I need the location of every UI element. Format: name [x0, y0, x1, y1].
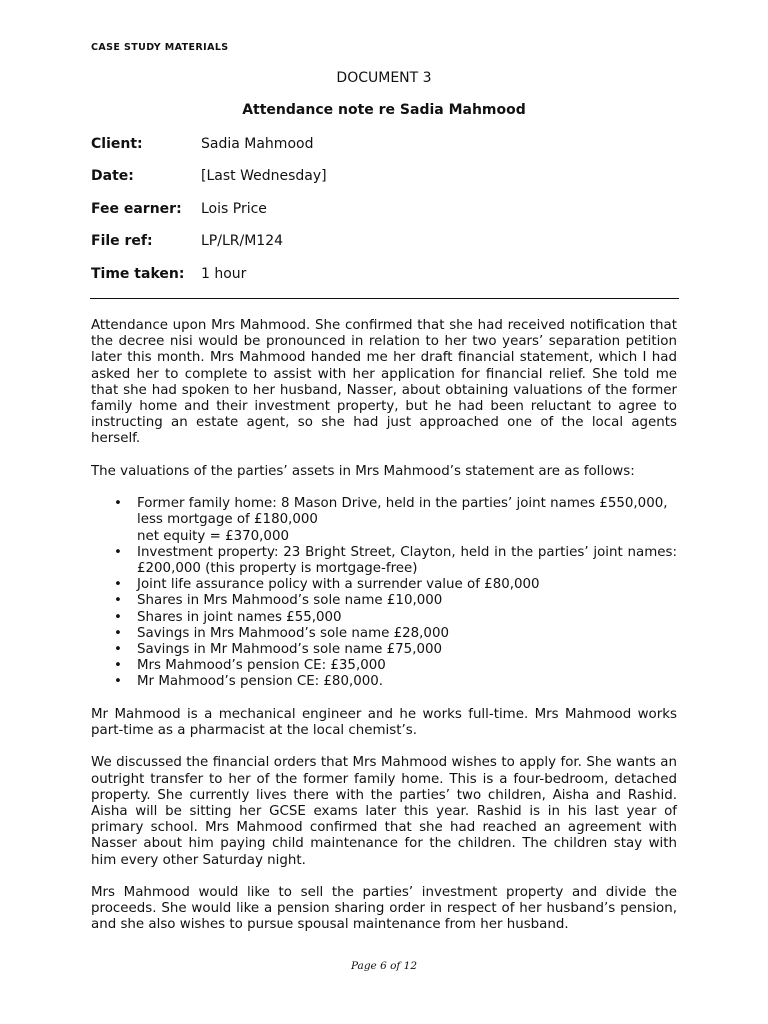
- asset-list: [91, 496, 677, 690]
- bullet-icon: •: [114, 609, 122, 625]
- bullet-icon: •: [114, 577, 122, 593]
- asset-text: Investment property: 23 Bright Street, Clayton, held in the parties’ joint names: £200,000 (this property is mortgage-free): [137, 544, 677, 577]
- paragraph-valuations-intro: The valuations of the parties’ assets in Mrs Mahmood’s statement are as follows:: [91, 463, 635, 479]
- bullet-icon: •: [114, 642, 122, 658]
- meta-value: LP/LR/M124: [201, 233, 284, 250]
- meta-row-file-ref: [91, 233, 681, 265]
- note-body: [91, 318, 677, 950]
- asset-text: Savings in Mrs Mahmood’s sole name £28,000: [137, 625, 449, 641]
- meta-value: [Last Wednesday]: [201, 168, 327, 185]
- meta-key: Date:: [91, 168, 134, 185]
- asset-item-investment-property: [114, 544, 677, 577]
- meta-value: 1 hour: [201, 265, 247, 282]
- meta-row-client: [91, 136, 681, 168]
- meta-row-fee-earner: [91, 201, 681, 233]
- asset-text: Shares in Mrs Mahmood’s sole name £10,000: [137, 593, 443, 609]
- bullet-icon: •: [114, 625, 122, 641]
- asset-item-pension-mr: [114, 674, 677, 690]
- asset-item-shares-sole: [114, 593, 677, 609]
- asset-text: Former family home: 8 Mason Drive, held in the parties’ joint names £550,000,: [137, 496, 668, 512]
- asset-text: Mrs Mahmood’s pension CE: £35,000: [137, 658, 386, 674]
- meta-key: Client:: [91, 136, 143, 152]
- asset-item-pension-mrs: [114, 658, 677, 674]
- asset-text: Mr Mahmood’s pension CE: £80,000.: [137, 674, 384, 690]
- paragraph-employment: Mr Mahmood is a mechanical engineer and he works full-time. Mrs Mahmood works part-time as a pharmacist at the local chemist’s.: [91, 706, 677, 739]
- page-number: Page 6 of 12: [350, 960, 418, 972]
- asset-subline: less mortgage of £180,000: [137, 512, 318, 528]
- meta-key: File ref:: [91, 233, 153, 250]
- bullet-icon: •: [114, 674, 122, 690]
- meta-key: Fee earner:: [91, 200, 182, 217]
- asset-subline: net equity = £370,000: [137, 528, 289, 544]
- bullet-icon: •: [114, 544, 122, 560]
- meta-row-time-taken: [91, 266, 681, 298]
- asset-text: Shares in joint names £55,000: [137, 609, 342, 625]
- bullet-icon: •: [114, 496, 122, 512]
- paragraph-attendance: Attendance upon Mrs Mahmood. She confirmed that she had received notification that the decree nisi would be pronounced in relation to her two years’ separation petition later this month. Mrs Mahmood handed me her draft financial statement, which I had asked her to complete to assist with her application for financial relief. She told me that she had spoken to her husband, Nasser, about obtaining valuations of the former family home and their investment property, but he had been reluctant to agree to instructing an estate agent, so she had just approached one of the local agents herself.: [91, 318, 677, 447]
- document-number: DOCUMENT 3: [336, 70, 432, 86]
- asset-item-savings-mr: [114, 642, 677, 658]
- asset-item-family-home: [114, 496, 677, 545]
- header-label: CASE STUDY MATERIALS: [91, 42, 229, 53]
- bullet-icon: •: [114, 658, 122, 674]
- bullet-icon: •: [114, 593, 122, 609]
- asset-text: Savings in Mr Mahmood’s sole name £75,000: [137, 642, 443, 658]
- meta-block: [91, 136, 681, 298]
- asset-item-shares-joint: [114, 609, 677, 626]
- meta-value: Sadia Mahmood: [201, 136, 314, 152]
- meta-row-date: [91, 168, 681, 200]
- asset-text: Joint life assurance policy with a surrender value of £80,000: [137, 577, 540, 593]
- paragraph-investment-sale: Mrs Mahmood would like to sell the parties’ investment property and divide the proceeds. She would like a pension sharing order in respect of her husband’s pension, and she also wishes to pursue spousal maintenance from her husband.: [91, 885, 677, 933]
- divider-rule: [90, 298, 679, 299]
- document-title: Attendance note re Sadia Mahmood: [242, 102, 526, 118]
- paragraph-financial-orders: We discussed the financial orders that Mrs Mahmood wishes to apply for. She wants an outright transfer to her of the former family home. This is a four-bedroom, detached property. She currently lives there with the parties’ two children, Aisha and Rashid. Aisha will be sitting her GCSE exams later this year. Rashid is in his last year of primary school. Mrs Mahmood confirmed that she had reached an agreement with Nasser about him paying child maintenance for the children. The children stay with him every other Saturday night.: [91, 755, 677, 868]
- asset-item-savings-mrs: [114, 625, 677, 642]
- asset-item-life-assurance: [114, 577, 677, 593]
- meta-value: Lois Price: [201, 200, 267, 217]
- meta-key: Time taken:: [91, 265, 185, 282]
